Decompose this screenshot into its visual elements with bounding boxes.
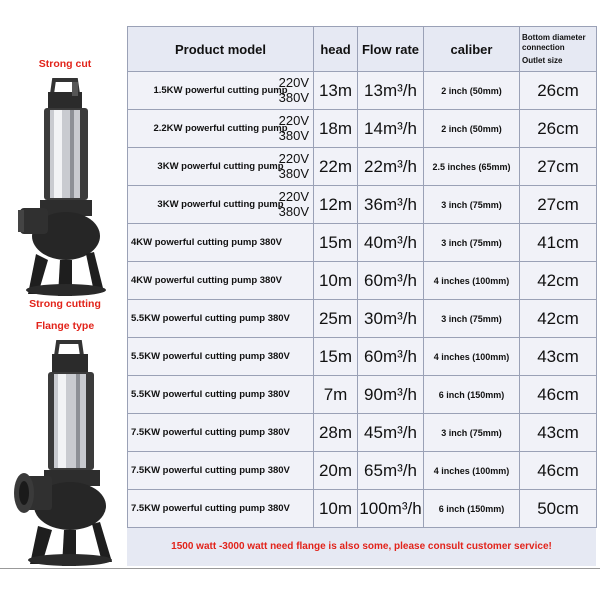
flange-type-label: Flange type [35,320,95,332]
row-caliber: 2 inch (50mm) [424,72,520,110]
row-head: 25m [314,300,358,338]
row-voltage: 220V 380V [278,189,309,219]
row-outlet: 27cm [520,186,597,224]
table-row [128,452,597,490]
row-caliber: 3 inch (75mm) [424,186,520,224]
row-outlet: 26cm [520,110,597,148]
flange-pump-icon [8,338,120,570]
row-flow: 30m³/h [358,300,424,338]
row-model: 7.5KW powerful cutting pump 380V [128,490,314,528]
row-head: 22m [314,148,358,186]
header-outlet-size [520,27,597,72]
row-outlet: 43cm [520,414,597,452]
row-flow: 40m³/h [358,224,424,262]
header-product-model: Product model [128,27,314,72]
table-row [128,186,597,224]
row-outlet: 46cm [520,452,597,490]
header-outlet-line1: Bottom diameter [522,32,586,42]
spec-sheet [4,26,596,566]
row-outlet: 42cm [520,300,597,338]
row-flow: 45m³/h [358,414,424,452]
row-head: 28m [314,414,358,452]
row-outlet: 41cm [520,224,597,262]
table-row [128,338,597,376]
header-head: head [314,27,358,72]
product-images-panel [4,26,126,566]
row-caliber: 2 inch (50mm) [424,110,520,148]
row-model: 1.5KW powerful cutting pump [153,85,288,96]
row-head: 15m [314,224,358,262]
row-caliber: 6 inch (150mm) [424,490,520,528]
row-head: 15m [314,338,358,376]
row-model: 5.5KW powerful cutting pump 380V [128,376,314,414]
row-outlet: 46cm [520,376,597,414]
row-caliber: 4 inches (100mm) [424,452,520,490]
row-caliber: 4 inches (100mm) [424,338,520,376]
row-head: 13m [314,72,358,110]
row-head: 10m [314,262,358,300]
row-caliber: 4 inches (100mm) [424,262,520,300]
footer-note: 1500 watt -3000 watt need flange is also some, please consult customer service! [171,541,552,552]
row-flow: 60m³/h [358,262,424,300]
row-outlet: 27cm [520,148,597,186]
header-caliber: caliber [424,27,520,72]
divider [0,568,600,569]
table-row [128,110,597,148]
row-voltage: 220V 380V [278,75,309,105]
row-outlet: 50cm [520,490,597,528]
row-caliber: 3 inch (75mm) [424,414,520,452]
row-voltage: 220V 380V [278,113,309,143]
table-row [128,300,597,338]
header-outlet-line3: Outlet size [522,55,563,65]
table-header-row [128,27,597,72]
row-model: 3KW powerful cutting pump [157,199,284,210]
spec-table-panel [127,26,596,566]
table-row [128,376,597,414]
row-model: 5.5KW powerful cutting pump 380V [128,300,314,338]
table-row [128,72,597,110]
row-flow: 13m³/h [358,72,424,110]
row-outlet: 42cm [520,262,597,300]
header-flow-rate: Flow rate [358,27,424,72]
row-caliber: 3 inch (75mm) [424,300,520,338]
row-flow: 14m³/h [358,110,424,148]
row-model: 4KW powerful cutting pump 380V [128,262,314,300]
strong-cut-label: Strong cut [38,58,92,70]
row-caliber: 6 inch (150mm) [424,376,520,414]
row-model: 7.5KW powerful cutting pump 380V [128,452,314,490]
row-flow: 90m³/h [358,376,424,414]
row-model: 7.5KW powerful cutting pump 380V [128,414,314,452]
table-row [128,148,597,186]
row-model: 5.5KW powerful cutting pump 380V [128,338,314,376]
header-outlet-line2: connection [522,42,565,52]
row-flow: 100m³/h [358,490,424,528]
row-flow: 65m³/h [358,452,424,490]
row-model: 3KW powerful cutting pump [157,161,284,172]
row-head: 12m [314,186,358,224]
table-row [128,224,597,262]
spec-table [127,26,597,528]
row-outlet: 26cm [520,72,597,110]
strong-cutting-label: Strong cutting [29,298,101,310]
row-flow: 36m³/h [358,186,424,224]
submersible-pump-icon [14,76,114,301]
row-head: 18m [314,110,358,148]
table-row [128,262,597,300]
table-row [128,414,597,452]
row-caliber: 3 inch (75mm) [424,224,520,262]
row-head: 20m [314,452,358,490]
row-model: 4KW powerful cutting pump 380V [128,224,314,262]
row-model: 2.2KW powerful cutting pump [153,123,288,134]
row-voltage: 220V 380V [278,151,309,181]
row-outlet: 43cm [520,338,597,376]
row-head: 7m [314,376,358,414]
row-flow: 60m³/h [358,338,424,376]
table-row [128,490,597,528]
row-flow: 22m³/h [358,148,424,186]
row-head: 10m [314,490,358,528]
row-caliber: 2.5 inches (65mm) [424,148,520,186]
